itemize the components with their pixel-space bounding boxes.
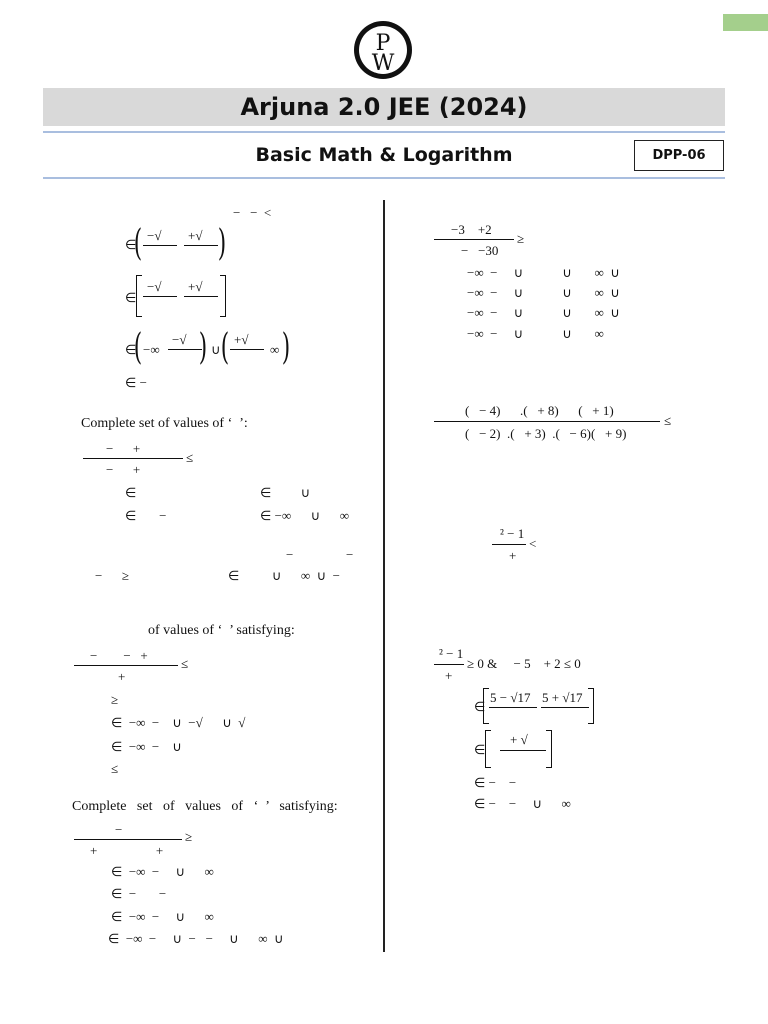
r4-b-frac: + √ — [510, 732, 528, 747]
q3-top-a: − — [286, 547, 294, 562]
q3-answer: ∈ ∪ ∞ ∪ − — [228, 568, 340, 583]
paren-left: ( — [133, 327, 143, 368]
q3-top-b: − — [346, 547, 354, 562]
r2-denominator: ( − 2) .( + 3) .( − 6)( + 9) — [465, 426, 627, 441]
q1-c-union: ∪ — [211, 342, 221, 357]
q2-option-a: ∈ — [125, 485, 137, 500]
q5-denominator: + + — [90, 843, 164, 858]
q1-c-inf: ∞ — [270, 342, 280, 357]
q2-numerator: − + — [106, 441, 141, 456]
paren-left: ( — [133, 223, 143, 264]
q2-relation: ≤ — [186, 450, 194, 465]
fraction-bar — [492, 544, 526, 545]
fraction-bar — [434, 421, 660, 422]
q1-stem: − − < — [233, 205, 272, 220]
q2-option-d: ∈ −∞ ∪ ∞ — [260, 508, 349, 523]
r4-a-frac1: 5 − √17 — [490, 690, 531, 705]
r3-denominator: + — [509, 548, 517, 563]
bracket-right — [588, 688, 594, 724]
r1-option-b: −∞ − ∪ ∪ ∞ ∪ — [467, 285, 620, 300]
q4-numerator: − − + — [90, 648, 148, 663]
q1-b-frac2: +√ — [188, 279, 203, 294]
r2-numerator: ( − 4) .( + 8) ( + 1) — [465, 403, 614, 418]
q5-stem: Complete set of values of ‘ ’ satisfying: — [72, 799, 338, 814]
bracket-left — [483, 688, 489, 724]
q4-option-a: ≥ — [111, 692, 119, 707]
fraction-bar — [434, 239, 514, 240]
fraction-bar — [434, 664, 464, 665]
r4-option-a-symbol: ∈ — [474, 699, 486, 714]
r4-numerator: ² − 1 — [439, 646, 464, 661]
q4-option-d: ≤ — [111, 761, 119, 776]
divider-rule — [43, 131, 725, 133]
pw-logo — [353, 20, 413, 80]
q4-denominator: + — [118, 669, 126, 684]
q4-option-c: ∈ −∞ − ∪ — [111, 739, 182, 754]
column-divider — [383, 200, 385, 952]
r1-option-c: −∞ − ∪ ∪ ∞ ∪ — [467, 305, 620, 320]
bracket-left — [136, 275, 142, 317]
fraction-bar — [74, 839, 182, 840]
r4-option-b-symbol: ∈ — [474, 742, 486, 757]
q4-option-b: ∈ −∞ − ∪ −√ ∪ √ — [111, 715, 246, 730]
r2-relation: ≤ — [664, 413, 672, 428]
r4-a-frac2: 5 + √17 — [542, 690, 583, 705]
paren-right: ) — [217, 223, 227, 264]
r3-relation: < — [529, 536, 537, 551]
q5-option-d: ∈ −∞ − ∪ − − ∪ ∞ ∪ — [108, 931, 284, 946]
r4-option-d: ∈ − − ∪ ∞ — [474, 796, 571, 811]
q5-option-c: ∈ −∞ − ∪ ∞ — [111, 909, 214, 924]
logo-letter-w: W — [371, 51, 395, 76]
r4-option-c: ∈ − − — [474, 775, 517, 790]
fraction-bar — [168, 349, 202, 350]
bracket-left — [485, 730, 491, 768]
fraction-bar — [143, 245, 177, 246]
divider-rule — [43, 177, 725, 179]
paren-right: ) — [281, 327, 291, 368]
q4-stem: of values of ‘ ’ satisfying: — [148, 623, 295, 638]
q2-option-b: ∈ − — [125, 508, 167, 523]
q1-option-d: ∈ − — [125, 375, 147, 390]
fraction-bar — [184, 296, 218, 297]
q5-relation: ≥ — [185, 829, 193, 844]
fraction-bar — [74, 665, 178, 666]
q1-option-b-symbol: ∈ — [125, 290, 137, 305]
page-subtitle: Basic Math & Logarithm — [255, 144, 513, 166]
fraction-bar — [143, 296, 177, 297]
r1-numerator: −3 +2 — [451, 222, 492, 237]
fraction-bar — [83, 458, 183, 459]
q1-a-frac2: +√ — [188, 228, 203, 243]
fraction-bar — [500, 750, 546, 751]
q4-relation: ≤ — [181, 656, 189, 671]
q1-c-neg-inf: −∞ — [143, 342, 160, 357]
q2-stem: Complete set of values of ‘ ’: — [81, 416, 248, 431]
q3-line: − ≥ — [95, 568, 129, 583]
page-title: Arjuna 2.0 JEE (2024) — [240, 93, 528, 121]
r4-rest: ≥ 0 & − 5 + 2 ≤ 0 — [467, 656, 581, 671]
r1-option-a: −∞ − ∪ ∪ ∞ ∪ — [467, 265, 620, 280]
paren-left: ( — [220, 327, 230, 368]
q1-option-c-symbol: ∈ — [125, 342, 137, 357]
dpp-badge: DPP-06 — [634, 140, 724, 171]
bracket-right — [220, 275, 226, 317]
q1-b-frac1: −√ — [147, 279, 162, 294]
logo-letter-p: P — [375, 31, 391, 56]
r3-numerator: ² − 1 — [500, 526, 525, 541]
q1-c-frac1: −√ — [172, 332, 187, 347]
r1-denominator: − −30 — [461, 243, 499, 258]
paren-right: ) — [198, 327, 208, 368]
q1-c-frac2: +√ — [234, 332, 249, 347]
corner-tab — [723, 14, 768, 31]
q1-a-frac1: −√ — [147, 228, 162, 243]
r1-relation: ≥ — [517, 231, 525, 246]
q5-numerator: − — [115, 822, 123, 837]
r4-denominator: + — [445, 668, 453, 683]
bracket-right — [546, 730, 552, 768]
fraction-bar — [489, 707, 537, 708]
fraction-bar — [230, 349, 264, 350]
q5-option-a: ∈ −∞ − ∪ ∞ — [111, 864, 214, 879]
q2-denominator: − + — [106, 462, 141, 477]
r1-option-d: −∞ − ∪ ∪ ∞ — [467, 326, 604, 341]
q1-option-a-symbol: ∈ — [125, 237, 137, 252]
q5-option-b: ∈ − − — [111, 886, 167, 901]
fraction-bar — [184, 245, 218, 246]
fraction-bar — [541, 707, 589, 708]
q2-option-c: ∈ ∪ — [260, 485, 311, 500]
